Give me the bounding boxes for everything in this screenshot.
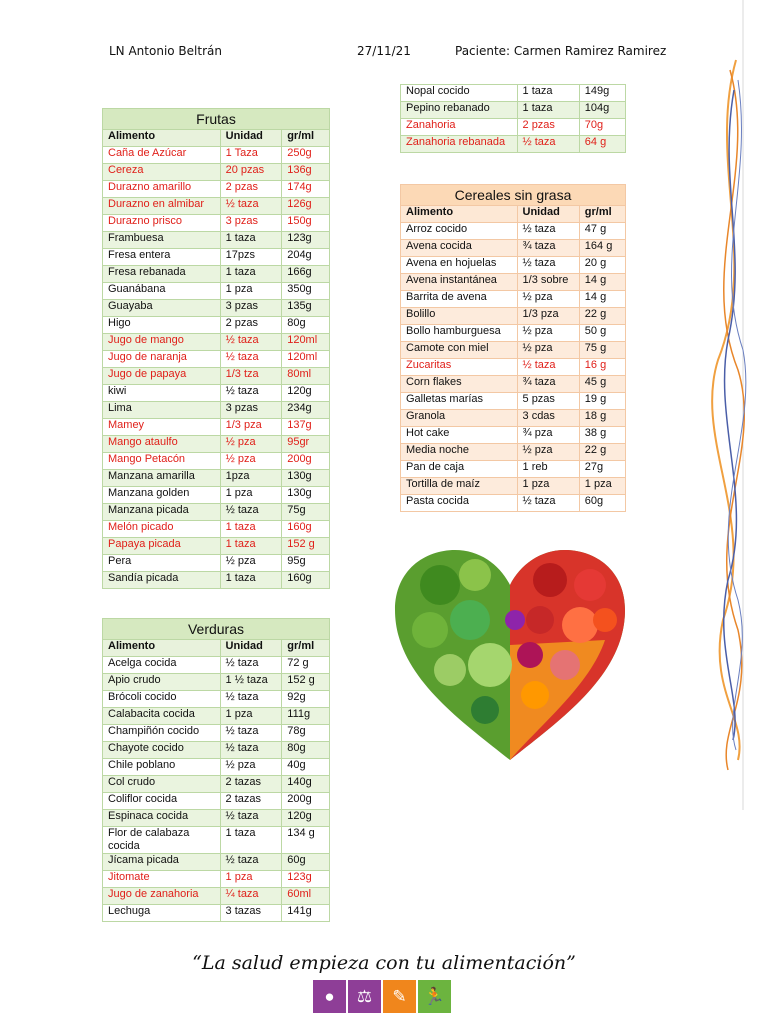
table-cell: Cereza <box>103 164 221 181</box>
table-cell: Durazno prisco <box>103 215 221 232</box>
table-row <box>401 136 626 153</box>
column-header: Unidad <box>517 206 579 223</box>
table-cell: 20 pzas <box>220 164 282 181</box>
table-cell: Avena en hojuelas <box>401 257 518 274</box>
table-cell: 40g <box>282 759 330 776</box>
table-cell: Chayote cocido <box>103 742 221 759</box>
column-header: Unidad <box>220 130 282 147</box>
table-cell: Frambuesa <box>103 232 221 249</box>
table-cell: 1 taza <box>517 85 579 102</box>
table-cell: Zucaritas <box>401 359 518 376</box>
table-cell: 2 tazas <box>220 793 282 810</box>
table-cell: Jugo de naranja <box>103 351 221 368</box>
table-row <box>103 555 330 572</box>
table-cell: 95gr <box>282 436 330 453</box>
table-cell: 250g <box>282 147 330 164</box>
table-cell: 152 g <box>282 674 330 691</box>
table-cell: Mango ataulfo <box>103 436 221 453</box>
table-cell: ½ taza <box>220 725 282 742</box>
table-cell: 1 reb <box>517 461 579 478</box>
table-cell: 64 g <box>579 136 625 153</box>
table-cell: 137g <box>282 419 330 436</box>
table-row <box>401 102 626 119</box>
decorative-ribbon <box>698 0 768 810</box>
table-cell: 1 taza <box>220 266 282 283</box>
table-cell: Avena cocida <box>401 240 518 257</box>
table-cell: 50 g <box>579 325 625 342</box>
table-row <box>103 854 330 871</box>
table-cell: 27g <box>579 461 625 478</box>
table-row <box>103 198 330 215</box>
table-cell: 104g <box>579 102 625 119</box>
table-row <box>103 708 330 725</box>
table-cell: kiwi <box>103 385 221 402</box>
table-cell: 1/3 tza <box>220 368 282 385</box>
table-cell: Camote con miel <box>401 342 518 359</box>
table-cell: 3 cdas <box>517 410 579 427</box>
table-row <box>103 419 330 436</box>
table-cell: ½ taza <box>220 198 282 215</box>
table-cell: 120ml <box>282 334 330 351</box>
table-title: Verduras <box>103 619 330 640</box>
table-row <box>401 461 626 478</box>
motto-quote: “La salud empieza con tu alimentación” <box>192 952 576 974</box>
table-cell: 135g <box>282 300 330 317</box>
table-cell: 136g <box>282 164 330 181</box>
column-header: Alimento <box>401 206 518 223</box>
table-cell: 1 Taza <box>220 147 282 164</box>
table-cell: 1 taza <box>220 232 282 249</box>
table-cell: 1/3 pza <box>220 419 282 436</box>
table-cell: 1 pza <box>517 478 579 495</box>
table-cell: Bolillo <box>401 308 518 325</box>
table-cell: Calabacita cocida <box>103 708 221 725</box>
table-cell: Champiñón cocido <box>103 725 221 742</box>
table-cell: 14 g <box>579 274 625 291</box>
table-row <box>103 283 330 300</box>
table-cell: ½ taza <box>220 742 282 759</box>
table-cell: ½ taza <box>517 257 579 274</box>
table-row <box>401 342 626 359</box>
table-row <box>103 871 330 888</box>
table-row <box>401 444 626 461</box>
table-cell: Arroz cocido <box>401 223 518 240</box>
table-cell: ¾ taza <box>517 240 579 257</box>
table-cell: 3 pzas <box>220 402 282 419</box>
table-row <box>103 334 330 351</box>
table-cell: 204g <box>282 249 330 266</box>
table-row <box>103 691 330 708</box>
table-cell: 75g <box>282 504 330 521</box>
table-cell: 1pza <box>220 470 282 487</box>
table-row <box>103 181 330 198</box>
table-row <box>401 223 626 240</box>
table-cell: 60ml <box>282 888 330 905</box>
table-cell: Jícama picada <box>103 854 221 871</box>
table-row <box>103 810 330 827</box>
table-cell: 126g <box>282 198 330 215</box>
table-cell: Mamey <box>103 419 221 436</box>
table-cell: 22 g <box>579 444 625 461</box>
table-cell: 1/3 pza <box>517 308 579 325</box>
table-cell: 130g <box>282 470 330 487</box>
table-title: Frutas <box>103 109 330 130</box>
table-cell: 1 taza <box>220 827 282 854</box>
table-cell: 1 pza <box>220 708 282 725</box>
table-title-row <box>103 109 330 130</box>
doctor-name: LN Antonio Beltrán <box>109 44 222 58</box>
table-cell: Espinaca cocida <box>103 810 221 827</box>
table-cell: 1 taza <box>220 572 282 589</box>
table-cell: Higo <box>103 317 221 334</box>
table-cell: 16 g <box>579 359 625 376</box>
table-cell: 75 g <box>579 342 625 359</box>
table-cell: 20 g <box>579 257 625 274</box>
table-cell: ½ taza <box>517 495 579 512</box>
table-row <box>103 351 330 368</box>
table-row <box>401 274 626 291</box>
table-cell: Acelga cocida <box>103 657 221 674</box>
table-cell: 22 g <box>579 308 625 325</box>
table-cell: Melón picado <box>103 521 221 538</box>
table-row <box>401 291 626 308</box>
table-cell: Lima <box>103 402 221 419</box>
table-row <box>103 538 330 555</box>
table-cell: 14 g <box>579 291 625 308</box>
table-cell: Avena instantánea <box>401 274 518 291</box>
table-cell: ½ pza <box>517 291 579 308</box>
patient-name: Paciente: Carmen Ramirez Ramirez <box>455 44 667 58</box>
table-row <box>103 521 330 538</box>
table-cell: Pera <box>103 555 221 572</box>
table-cell: ½ pza <box>220 759 282 776</box>
table-cell: 1 ½ taza <box>220 674 282 691</box>
table-title-row <box>103 619 330 640</box>
table-cell: 160g <box>282 521 330 538</box>
table-cell: Nopal cocido <box>401 85 518 102</box>
table-row <box>103 657 330 674</box>
table-cell: 150g <box>282 215 330 232</box>
table-cell: Coliflor cocida <box>103 793 221 810</box>
table-cell: 19 g <box>579 393 625 410</box>
table-row <box>103 249 330 266</box>
table-cell: ½ pza <box>220 555 282 572</box>
table-cell: Bollo hamburguesa <box>401 325 518 342</box>
table-row <box>401 478 626 495</box>
table-row <box>103 759 330 776</box>
table-cell: Pan de caja <box>401 461 518 478</box>
table-cell: Durazno en almibar <box>103 198 221 215</box>
frutas-table <box>102 108 330 589</box>
table-cell: 80g <box>282 742 330 759</box>
table-cell: 134 g <box>282 827 330 854</box>
table-cell: Mango Petacón <box>103 453 221 470</box>
table-cell: 120g <box>282 810 330 827</box>
table-row <box>103 725 330 742</box>
table-row <box>401 308 626 325</box>
table-row <box>401 85 626 102</box>
table-cell: ½ taza <box>220 854 282 871</box>
table-title: Cereales sin grasa <box>401 185 626 206</box>
table-cell: 17pzs <box>220 249 282 266</box>
cereales-table <box>400 184 626 512</box>
table-cell: 174g <box>282 181 330 198</box>
table-cell: 164 g <box>579 240 625 257</box>
table-row <box>401 257 626 274</box>
table-cell: ½ taza <box>220 657 282 674</box>
scale-icon: ⚖ <box>348 980 381 1013</box>
table-cell: ¾ taza <box>517 376 579 393</box>
column-header: gr/ml <box>579 206 625 223</box>
table-cell: 1 taza <box>517 102 579 119</box>
table-cell: 123g <box>282 232 330 249</box>
column-header: gr/ml <box>282 130 330 147</box>
table-cell: 70g <box>579 119 625 136</box>
table-cell: 3 tazas <box>220 905 282 922</box>
table-cell: 95g <box>282 555 330 572</box>
table-cell: Jitomate <box>103 871 221 888</box>
table-row <box>103 793 330 810</box>
table-cell: Col crudo <box>103 776 221 793</box>
table-cell: ½ taza <box>220 504 282 521</box>
table-cell: 3 pzas <box>220 300 282 317</box>
table-header-row <box>401 206 626 223</box>
table-header-row <box>103 640 330 657</box>
table-cell: 45 g <box>579 376 625 393</box>
table-cell: Papaya picada <box>103 538 221 555</box>
table-cell: 1 pza <box>220 487 282 504</box>
table-cell: Corn flakes <box>401 376 518 393</box>
table-cell: Pasta cocida <box>401 495 518 512</box>
table-row <box>103 453 330 470</box>
table-cell: 123g <box>282 871 330 888</box>
table-cell: 1 pza <box>220 871 282 888</box>
table-cell: Sandía picada <box>103 572 221 589</box>
table-row <box>103 504 330 521</box>
table-cell: 80ml <box>282 368 330 385</box>
table-cell: Pepino rebanado <box>401 102 518 119</box>
table-cell: Jugo de zanahoria <box>103 888 221 905</box>
table-row <box>103 266 330 283</box>
table-cell: 120ml <box>282 351 330 368</box>
table-cell: Hot cake <box>401 427 518 444</box>
table-row <box>401 240 626 257</box>
table-cell: Flor de calabaza cocida <box>103 827 221 854</box>
carrot-icon: ✎ <box>383 980 416 1013</box>
table-cell: ½ taza <box>517 359 579 376</box>
runner-icon: 🏃 <box>418 980 451 1013</box>
date: 27/11/21 <box>357 44 411 58</box>
table-row <box>401 325 626 342</box>
table-row <box>103 905 330 922</box>
table-cell: 1 pza <box>579 478 625 495</box>
table-cell: 152 g <box>282 538 330 555</box>
table-cell: 1 taza <box>220 538 282 555</box>
table-cell: 78g <box>282 725 330 742</box>
table-cell: 3 pzas <box>220 215 282 232</box>
table-row <box>103 317 330 334</box>
table-row <box>103 164 330 181</box>
table-row <box>103 827 330 854</box>
table-cell: ¼ taza <box>220 888 282 905</box>
table-row <box>103 368 330 385</box>
table-cell: Durazno amarillo <box>103 181 221 198</box>
table-cell: Zanahoria rebanada <box>401 136 518 153</box>
table-row <box>103 402 330 419</box>
raspberry-icon: ● <box>313 980 346 1013</box>
table-cell: ½ taza <box>220 691 282 708</box>
table-row <box>103 436 330 453</box>
table-row <box>103 572 330 589</box>
table-cell: 5 pzas <box>517 393 579 410</box>
table-cell: Guanábana <box>103 283 221 300</box>
table-row <box>103 674 330 691</box>
table-row <box>401 410 626 427</box>
table-cell: Guayaba <box>103 300 221 317</box>
table-row <box>103 147 330 164</box>
table-cell: ½ pza <box>517 342 579 359</box>
column-header: Unidad <box>220 640 282 657</box>
table-cell: 72 g <box>282 657 330 674</box>
table-cell: 234g <box>282 402 330 419</box>
table-cell: ¾ pza <box>517 427 579 444</box>
table-cell: ½ pza <box>220 436 282 453</box>
table-cell: Granola <box>401 410 518 427</box>
table-cell: 200g <box>282 453 330 470</box>
table-cell: Caña de Azúcar <box>103 147 221 164</box>
table-cell: 60g <box>579 495 625 512</box>
table-row <box>103 232 330 249</box>
table-cell: ½ pza <box>220 453 282 470</box>
table-cell: 160g <box>282 572 330 589</box>
table-cell: 350g <box>282 283 330 300</box>
table-cell: 60g <box>282 854 330 871</box>
table-cell: Manzana golden <box>103 487 221 504</box>
table-cell: 1/3 sobre <box>517 274 579 291</box>
column-header: gr/ml <box>282 640 330 657</box>
logo-strip <box>313 980 451 1013</box>
table-row <box>103 385 330 402</box>
table-cell: 47 g <box>579 223 625 240</box>
table-cell: Chile poblano <box>103 759 221 776</box>
table-cell: Lechuga <box>103 905 221 922</box>
table-cell: Fresa rebanada <box>103 266 221 283</box>
table-cell: 149g <box>579 85 625 102</box>
table-row <box>401 427 626 444</box>
table-row <box>103 487 330 504</box>
table-header-row <box>103 130 330 147</box>
table-cell: 141g <box>282 905 330 922</box>
table-cell: 38 g <box>579 427 625 444</box>
verduras-table-continued <box>400 84 626 153</box>
table-cell: Brócoli cocido <box>103 691 221 708</box>
table-row <box>401 359 626 376</box>
table-row <box>401 119 626 136</box>
table-cell: 1 pza <box>220 283 282 300</box>
table-row <box>401 376 626 393</box>
table-cell: 2 pzas <box>220 181 282 198</box>
table-cell: Barrita de avena <box>401 291 518 308</box>
table-cell: 111g <box>282 708 330 725</box>
table-cell: Jugo de mango <box>103 334 221 351</box>
table-title-row <box>401 185 626 206</box>
table-cell: Jugo de papaya <box>103 368 221 385</box>
table-cell: 166g <box>282 266 330 283</box>
table-cell: ½ taza <box>220 810 282 827</box>
table-cell: ½ taza <box>517 136 579 153</box>
table-cell: 18 g <box>579 410 625 427</box>
table-cell: ½ taza <box>220 334 282 351</box>
table-cell: ½ pza <box>517 444 579 461</box>
table-cell: 2 pzas <box>220 317 282 334</box>
table-cell: Galletas marías <box>401 393 518 410</box>
table-row <box>401 393 626 410</box>
table-cell: 1 taza <box>220 521 282 538</box>
column-header: Alimento <box>103 640 221 657</box>
table-cell: ½ pza <box>517 325 579 342</box>
table-cell: 92g <box>282 691 330 708</box>
table-row <box>103 776 330 793</box>
table-cell: 140g <box>282 776 330 793</box>
verduras-table <box>102 618 330 922</box>
table-cell: Apio crudo <box>103 674 221 691</box>
table-row <box>103 888 330 905</box>
table-cell: ½ taza <box>220 351 282 368</box>
table-cell: Tortilla de maíz <box>401 478 518 495</box>
table-cell: Manzana amarilla <box>103 470 221 487</box>
table-cell: Zanahoria <box>401 119 518 136</box>
table-cell: 120g <box>282 385 330 402</box>
table-cell: 130g <box>282 487 330 504</box>
table-cell: Fresa entera <box>103 249 221 266</box>
table-cell: 2 tazas <box>220 776 282 793</box>
table-row <box>103 470 330 487</box>
table-row <box>401 495 626 512</box>
table-cell: ½ taza <box>517 223 579 240</box>
table-cell: ½ taza <box>220 385 282 402</box>
table-row <box>103 742 330 759</box>
table-cell: 2 pzas <box>517 119 579 136</box>
table-cell: 200g <box>282 793 330 810</box>
table-cell: Media noche <box>401 444 518 461</box>
fruit-vegetable-heart-image <box>390 545 630 765</box>
column-header: Alimento <box>103 130 221 147</box>
table-row <box>103 215 330 232</box>
table-row <box>103 300 330 317</box>
table-cell: 80g <box>282 317 330 334</box>
table-cell: Manzana picada <box>103 504 221 521</box>
